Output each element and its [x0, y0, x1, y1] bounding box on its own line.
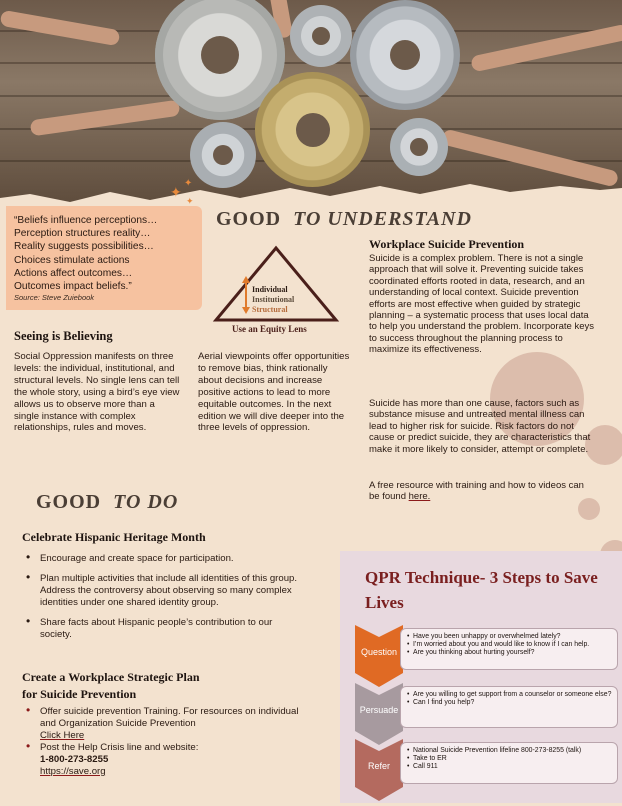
- list-item-text: Offer suicide prevention Training. For resources on individual and Organization Suicide Prevention: [40, 706, 299, 729]
- step-question-box: [400, 628, 618, 670]
- level-structural: Structural: [252, 305, 288, 314]
- step-persuade-box: [400, 686, 618, 728]
- strategic-title-line: Create a Workplace Strategic Plan: [22, 670, 200, 684]
- list-item: [40, 706, 312, 742]
- list-item: • Are you willing to get support from a counselor or someone else?: [413, 691, 617, 699]
- workplace-p2: Suicide has more than one cause, factors such as substance misuse and untreated mental illness can lead to higher risk for suicide. Risk factors do not cause or predict suicide, they are characteristics that make it more likely to consider, attempt or complete.: [369, 398, 591, 455]
- strategic-list: [22, 706, 312, 777]
- list-item-text: Post the Help Crisis line and website:: [40, 741, 199, 753]
- hispanic-title: Celebrate Hispanic Heritage Month: [22, 530, 206, 544]
- workplace-p3-text: A free resource with training and how to videos can be found: [369, 480, 584, 503]
- save-org-link[interactable]: https://save.org: [40, 765, 106, 777]
- strategic-title-line: for Suicide Prevention: [22, 687, 137, 701]
- click-here-link[interactable]: Click Here: [40, 729, 85, 741]
- heading-part: TO UNDERSTAND: [293, 208, 472, 230]
- quote-lines: [14, 214, 200, 293]
- heading-part: GOOD: [36, 491, 102, 513]
- sparkle-icon: ✦: [170, 184, 182, 200]
- level-individual: Individual: [252, 285, 288, 294]
- quote-line: Actions affect outcomes…: [14, 267, 133, 279]
- list-item: • National Suicide Prevention lifeline 800-273-8255 (talk): [413, 747, 617, 755]
- sparkle-icon: ✦: [186, 196, 194, 206]
- equity-levels: [252, 285, 294, 315]
- step-refer: [355, 739, 403, 801]
- seeing-col2: Aerial viewpoints offer opportunities to remove bias, think rationally about decisions and increase positive actions to lead to more equitable outcomes. In the next edition we will dive deeper into the three levels of oppression.: [198, 351, 350, 434]
- quote-source: Source: Steve Zuiebook: [14, 293, 95, 302]
- workplace-p1: Suicide is a complex problem. There is not a single approach that will solve it. Preventing suicide takes coordinated efforts rooted in data, research, and an understanding of local context. Suicide prevention efforts are most effective when guided by strategic planning – a systematic process that uses local data to help you understand the problem. Incorporate keys to success throughout the planning process to maximize its effectiveness.: [369, 253, 594, 356]
- gear-icon: [255, 72, 370, 187]
- list-item: • Can I find you help?: [413, 699, 617, 707]
- equity-caption: Use an Equity Lens: [232, 324, 307, 334]
- workplace-p3: [369, 480, 595, 503]
- list-item: • Have you been unhappy or overwhelmed lately?: [413, 633, 617, 641]
- quote-line: Outcomes impact beliefs.”: [14, 281, 132, 293]
- quote-line: “Beliefs influence perceptions…: [14, 215, 158, 226]
- list-item: • I’m worried about you and would like to know if I can help.: [413, 641, 617, 649]
- step-persuade: [355, 683, 403, 745]
- quote-line: Perception structures reality…: [14, 228, 151, 240]
- strategic-title: [22, 669, 200, 703]
- gear-icon: [390, 118, 448, 176]
- qpr-panel: [340, 551, 622, 803]
- list-item: [40, 742, 312, 778]
- hero-gears-image: [0, 0, 622, 205]
- quote-box: [6, 206, 202, 310]
- list-item: • Take to ER: [413, 755, 617, 763]
- heading-part: TO DO: [113, 491, 179, 513]
- list-item: • Share facts about Hispanic people’s contribution to our society.: [40, 617, 304, 641]
- heading-part: GOOD: [216, 208, 282, 230]
- list-item: • Are you thinking about hurting yourself?: [413, 649, 617, 657]
- quote-line: Reality suggests possibilities…: [14, 241, 154, 253]
- gear-icon: [350, 0, 460, 110]
- workplace-title: Workplace Suicide Prevention: [369, 237, 525, 251]
- good-to-do-heading: [36, 491, 178, 514]
- quote-line: Choices stimulate actions: [14, 254, 130, 266]
- step-refer-box: [400, 742, 618, 784]
- seeing-is-believing-title: Seeing is Believing: [14, 329, 113, 343]
- crisis-phone: 1-800-273-8255: [40, 753, 109, 765]
- step-label: Question: [360, 647, 398, 657]
- here-link[interactable]: here.: [408, 491, 431, 503]
- list-item: • Plan multiple activities that include all identities of this group. Address the controversy about observing so many complex identities under one shared identity group.: [40, 573, 304, 609]
- step-label: Refer: [367, 761, 390, 771]
- list-item: • Call 911: [413, 763, 617, 771]
- step-label: Persuade: [359, 705, 399, 715]
- step-question: [355, 625, 403, 687]
- sparkle-icon: ✦: [184, 178, 193, 189]
- good-to-understand-heading: [216, 208, 472, 231]
- hispanic-list-wrap: [22, 553, 304, 648]
- gear-icon: [290, 5, 352, 67]
- strategic-list-wrap: [22, 706, 312, 777]
- list-item: • Encourage and create space for participation.: [40, 553, 304, 565]
- hispanic-list: [22, 553, 304, 640]
- seeing-col1: Social Oppression manifests on three levels: the individual, institutional, and structural levels. No single lens can tell the whole story, using a bird’s eye view allows us to observe more than a single instance with complex relationships, rules and moves.: [14, 351, 180, 434]
- level-institutional: Institutional: [252, 295, 295, 304]
- qpr-title: QPR Technique- 3 Steps to Save Lives: [365, 568, 598, 612]
